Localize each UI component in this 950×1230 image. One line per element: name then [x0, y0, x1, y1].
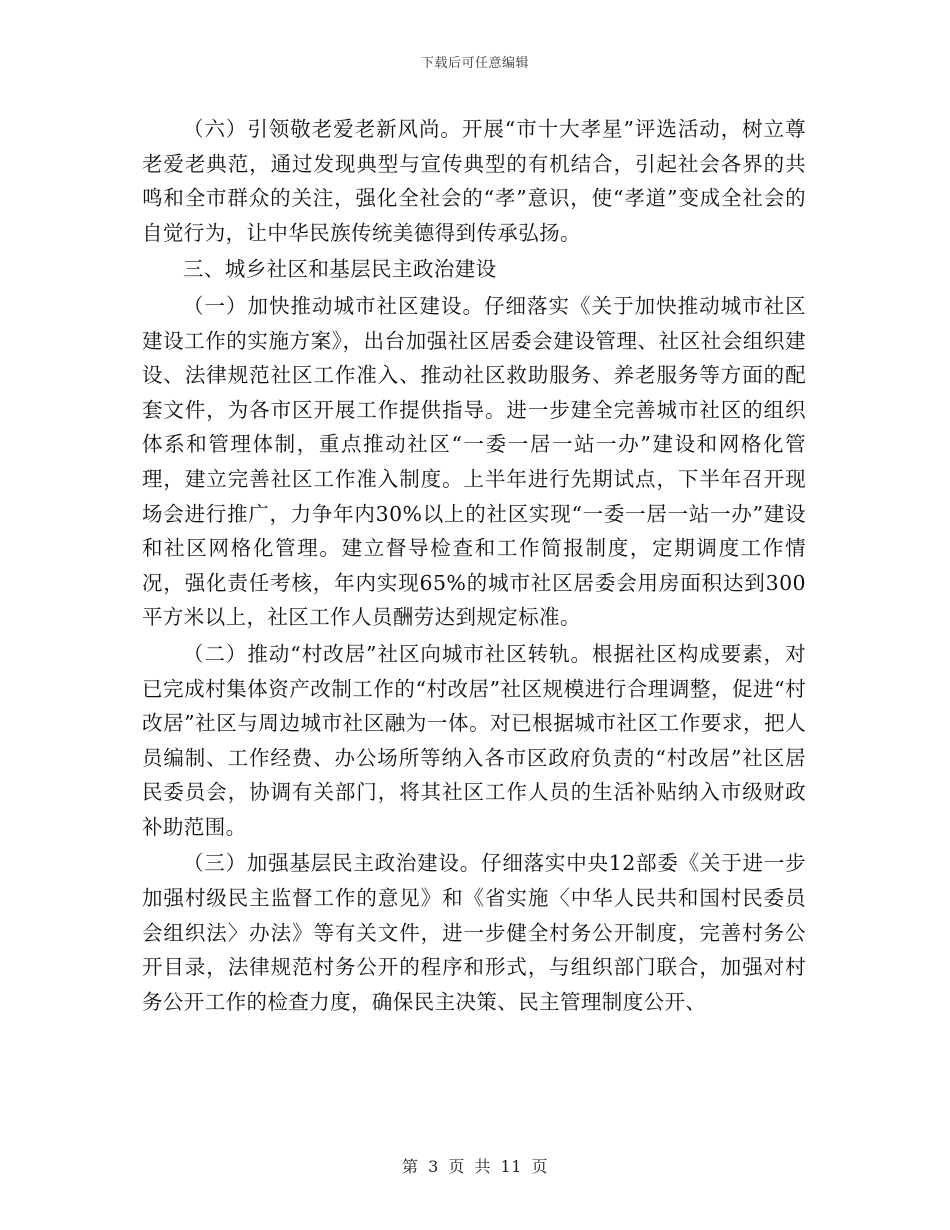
section-heading-community-democracy: 三、城乡社区和基层民主政治建设	[183, 257, 497, 282]
page-footer: 第 3 页 共 11 页	[402, 1157, 548, 1176]
page-header: 下载后可任意编辑	[420, 56, 529, 71]
paragraph-three-grassroots-democracy: （三）加强基层民主政治建设。仔细落实中央12部委《关于进一步加强村级民主监督工作的意见》和《省实施〈中华人民共和国村民委员会组织法〉办法》等有关文件，进一步健全村务公开制度，完善村务公开目录，法律规范村务公开的程序和形式，与组织部门联合，加强对村务公开工作的检查力度，确保民主决策、民主管理制度公开、	[142, 851, 806, 1014]
paragraph-six-respect-elders: （六）引领敬老爱老新风尚。开展“市十大孝星”评选活动，树立尊老爱老典范，通过发现典型与宣传典型的有机结合，引起社会各界的共鸣和全市群众的关注，强化全社会的“孝”意识，使“孝道”变成全社会的自觉行为，让中华民族传统美德得到传承弘扬。	[142, 117, 806, 245]
paragraph-one-urban-community: （一）加快推动城市社区建设。仔细落实《关于加快推动城市社区建设工作的实施方案》，出台加强社区居委会建设管理、社区社会组织建设、法律规范社区工作准入、推动社区救助服务、养老服务等方面的配套文件，为各市区开展工作提供指导。进一步建全完善城市社区的组织体系和管理体制，重点推动社区“一委一居一站一办”建设和网格化管理，建立完善社区工作准入制度。上半年进行先期试点，下半年召开现场会进行推广，力争年内30%以上的社区实现“一委一居一站一办”建设和社区网格化管理。建立督导检查和工作简报制度，定期调度工作情况，强化责任考核，年内实现65%的城市社区居委会用房面积达到300平方米以上，社区工作人员酬劳达到规定标准。	[142, 293, 806, 630]
document-body	[142, 112, 806, 1019]
paragraph-two-village-to-residence: （二）推动“村改居”社区向城市社区转轨。根据社区构成要素，对已完成村集体资产改制工作的“村改居”社区规模进行合理调整，促进“村改居”社区与周边城市社区融为一体。对已根据城市社区工作要求，把人员编制、工作经费、办公场所等纳入各市区政府负责的“村改居”社区居民委员会，协调有关部门，将其社区工作人员的生活补贴纳入市级财政补助范围。	[142, 641, 806, 839]
